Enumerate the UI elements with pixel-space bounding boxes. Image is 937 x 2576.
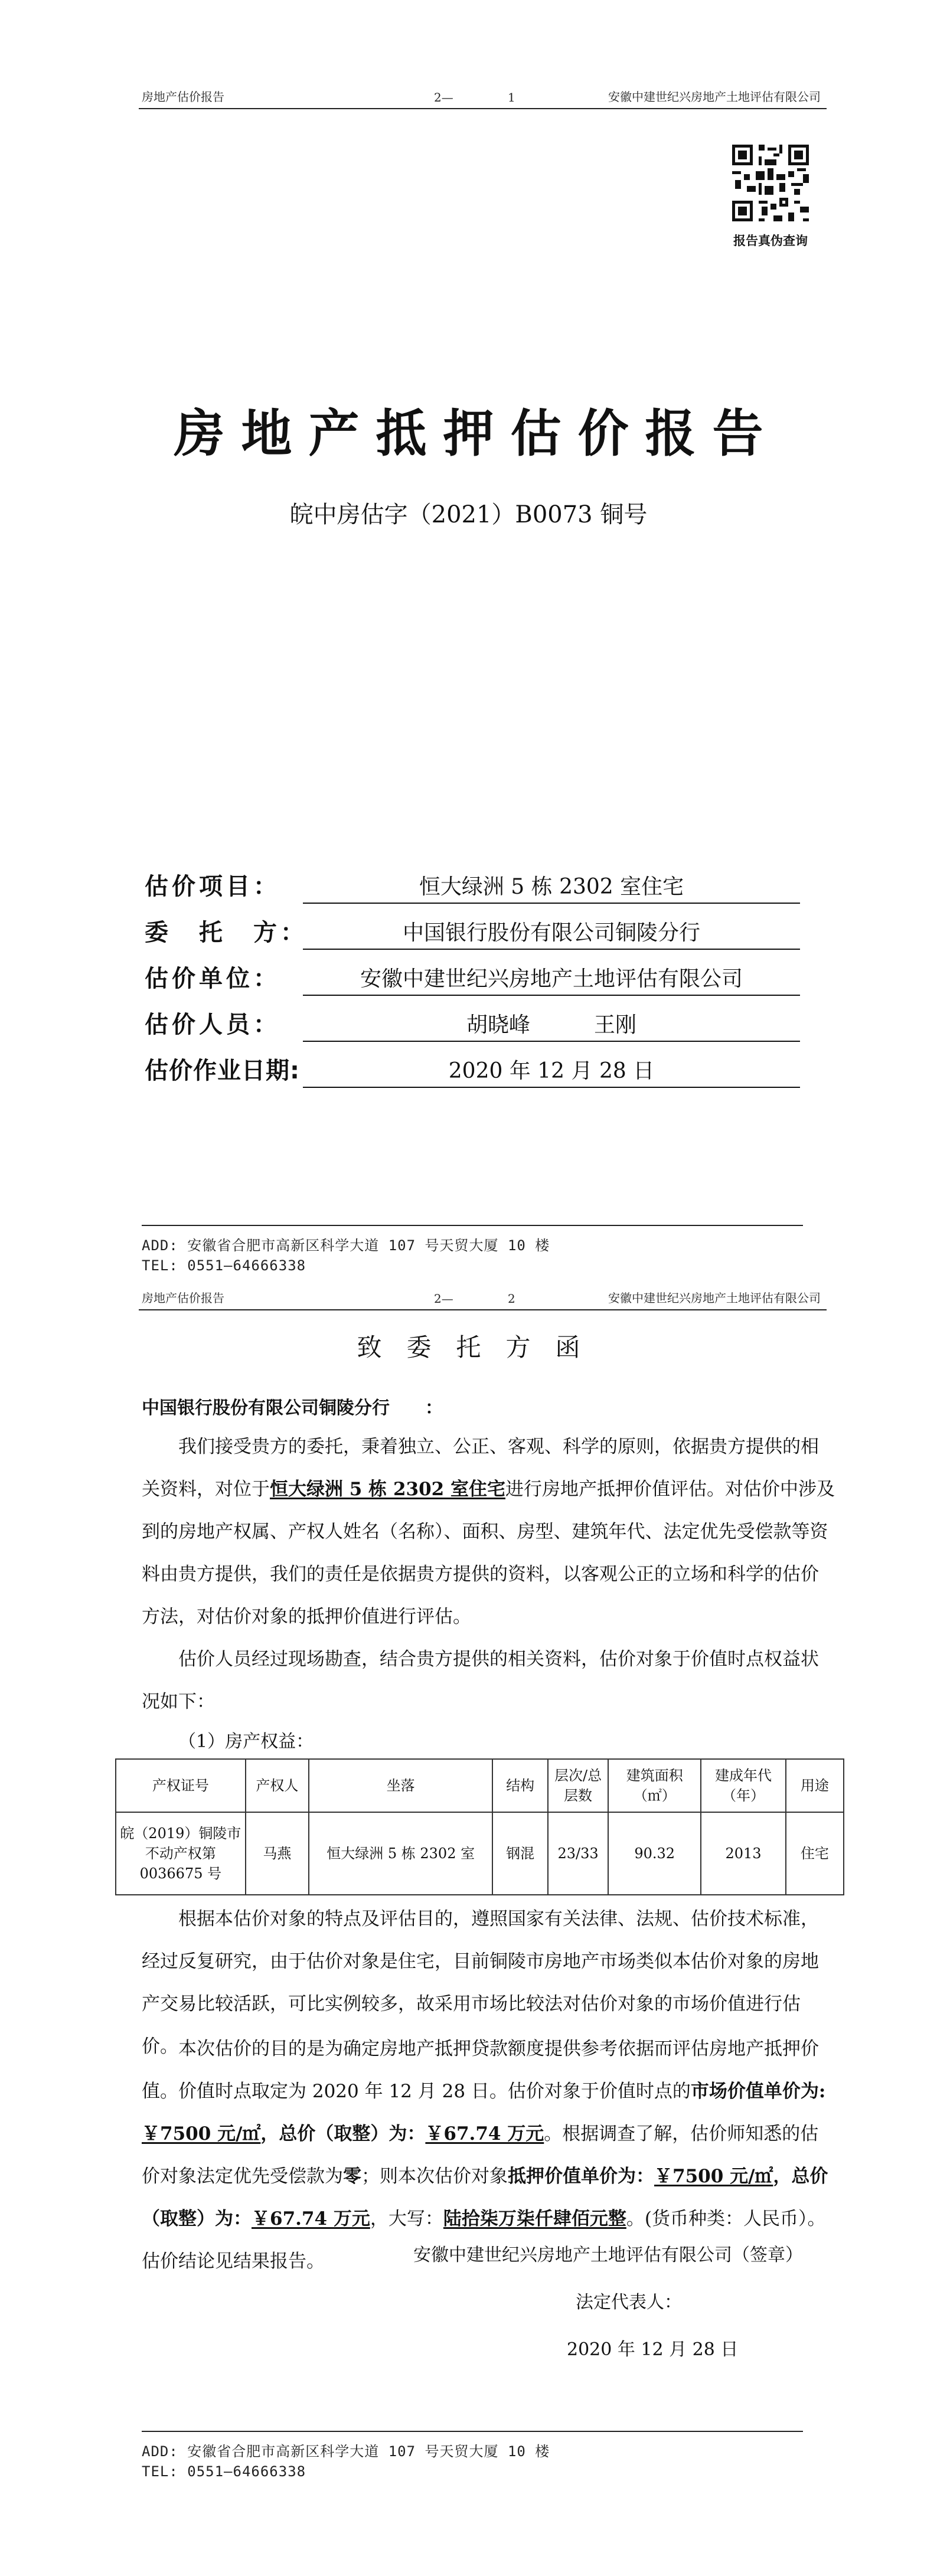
text: 进行房地产抵押价值评估。对估价中涉及到的房地产权属、产权人姓名（名称）、面积、房型、建筑年代、法定优先受偿款等资料由贵方提供，我们的责任是依据贵方提供的资料，以客观公正的立场和科学的估价方法，对估价对象的抵押价值进行评估。 [142,1479,835,1627]
qr-caption: 报告真伪查询 [733,234,808,248]
table-row [116,1812,844,1895]
table-cell: 2013 [701,1812,785,1895]
letter-addressee: 中国银行股份有限公司铜陵分行 ： [142,1398,443,1418]
field-label: 估价项目： [145,873,280,900]
property-address: 恒大绿洲 5 栋 2302 室住宅 [270,1479,506,1500]
table-header: 建筑面积（㎡） [608,1759,701,1812]
qr-code[interactable] [729,142,812,224]
company-signature: 安徽中建世纪兴房地产土地评估有限公司（签章） [413,2245,803,2266]
table-header: 产权证号 [116,1759,246,1812]
field-work-date [145,1055,800,1090]
paragraph-method: 根据本估价对象的特点及评估目的，遵照国家有关法律、法规、估价技术标准，经过反复研究，由于估价对象是住宅，目前铜陵市房地产市场类似本估价对象的房地产交易比较活跃，可比实例较多，故采用市场比较法对估价对象的市场价值进行估价。 [142,1908,819,2057]
field-underline [303,903,800,904]
footer-tel: TEL: 0551—64666338 [142,1257,306,1274]
table-cell: 马燕 [246,1812,309,1895]
table-header: 用途 [786,1759,844,1812]
field-underline [303,1087,800,1088]
text: ，大写： [370,2208,443,2230]
header-left: 房地产估价报告 [142,1291,224,1305]
field-value: 安徽中建世纪兴房地产土地评估有限公司 [360,967,743,991]
market-unit-price: ￥7500 元/㎡ [142,2123,261,2145]
mortgage-unit-price: ￥7500 元/㎡ [654,2166,773,2187]
header-page-mark: 2— [434,1292,453,1306]
field-client [145,917,800,952]
priority-claim-amount: 零 [343,2166,361,2187]
field-label: 估价人员： [145,1011,280,1038]
field-label: 估价单位： [145,965,280,992]
table-header-row [116,1759,844,1812]
footer-address: ADD: 安徽省合肥市高新区科学大道 107 号天贸大厦 10 楼 [142,1237,550,1254]
header-right: 安徽中建世纪兴房地产土地评估有限公司 [608,1291,821,1305]
table-cell: 皖（2019）铜陵市不动产权第 0036675 号 [116,1812,246,1895]
text: 。根据调查了解，估价师知悉的估价对象法定优先受偿款为 [142,2123,819,2187]
property-rights-table [115,1758,844,1895]
text: ；则本次估价对象 [361,2166,508,2187]
table-header: 层次/总层数 [548,1759,608,1812]
table-cell: 恒大绿洲 5 栋 2302 室 [309,1812,492,1895]
letter-date: 2020 年 12 月 28 日 [567,2339,739,2360]
sub-heading: （1）房产权益： [178,1731,314,1752]
field-label: 委 托 方： [145,919,308,946]
letter-title: 致 委 托 方 函 [357,1333,580,1362]
report-number: 皖中房估字（2021）B0073 铜号 [289,501,648,528]
legal-representative: 法定代表人： [576,2292,682,2313]
text: 市场价值单价为: [690,2081,826,2102]
header-page-number: 1 [508,90,515,104]
field-value: 中国银行股份有限公司铜陵分行 [402,921,700,945]
field-appraiser-company [145,963,800,998]
field-underline [303,949,800,950]
paragraph-inspection: 估价人员经过现场勘查，结合贵方提供的相关资料，估价对象于价值时点权益状况如下： [142,1649,819,1712]
market-total-price: ￥67.74 万元 [425,2123,544,2145]
header-left: 房地产估价报告 [142,90,224,104]
footer-tel: TEL: 0551—64666338 [142,2463,306,2480]
mortgage-total-price: ￥67.74 万元 [252,2208,370,2230]
text: ，总价（取整）为： [260,2123,426,2145]
table-header: 建成年代（年） [701,1759,785,1812]
text: 抵押价值单价为： [508,2166,654,2187]
text: 本次估价的目的是为确定房地产抵押贷款额度提供参考依据而评估房地产抵押价值。价值时点取定为 2020 年 12 月 28 日。估价对象于价值时点的 [142,2038,819,2102]
table-cell: 住宅 [786,1812,844,1895]
amount-in-words: 陆拾柒万柒仟肆佰元整 [443,2208,626,2230]
page-header [139,1287,827,1310]
table-cell: 90.32 [608,1812,701,1895]
field-value: 恒大绿洲 5 栋 2302 室住宅 [419,875,684,899]
footer-divider [142,1225,803,1226]
field-label: 估价作业日期: [145,1057,300,1084]
table-cell: 23/33 [548,1812,608,1895]
table-header: 产权人 [246,1759,309,1812]
table-header: 结构 [492,1759,548,1812]
report-title: 房地产抵押估价报告 [174,404,780,463]
qr-code-icon [729,142,812,224]
field-appraisers [145,1009,800,1044]
text: 。(货币种类：人民币）。估价结论见结果报告。 [142,2208,826,2272]
field-value: 2020 年 12 月 28 日 [448,1059,655,1083]
header-page-number: 2 [508,1292,515,1306]
header-right: 安徽中建世纪兴房地产土地评估有限公司 [608,90,821,104]
paragraph-intro [142,1426,835,1638]
text: 我们接受贵方的委托，秉着独立、公正、客观、科学的原则，依据贵方提供的相关资料，对位于 [142,1436,819,1500]
field-value: 胡晓峰 王刚 [466,1013,636,1037]
table-header: 坐落 [309,1759,492,1812]
page-header [139,86,827,109]
field-underline [303,1041,800,1042]
table-cell: 钢混 [492,1812,548,1895]
footer-divider [142,2431,803,2432]
field-underline [303,995,800,996]
footer-address: ADD: 安徽省合肥市高新区科学大道 107 号天贸大厦 10 楼 [142,2443,550,2460]
text: ，总价（取整）为： [142,2166,828,2230]
header-page-mark: 2— [434,90,453,104]
field-project [145,871,800,906]
